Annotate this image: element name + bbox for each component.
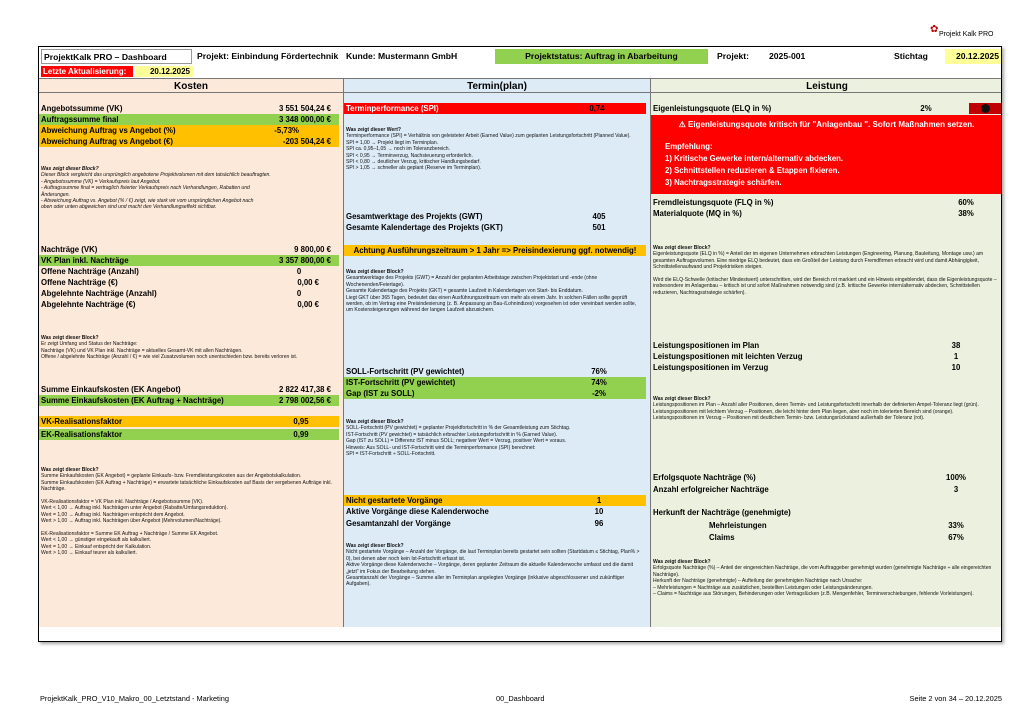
reference-date: 20.12.2025 bbox=[945, 49, 1001, 64]
kpi-value: 74% bbox=[591, 378, 607, 387]
kpi-value: 1 bbox=[953, 352, 959, 361]
leistung-title: Leistung bbox=[650, 78, 1002, 93]
kpi-label: Aktive Vorgänge diese Kalenderwoche bbox=[346, 507, 489, 516]
kpi-soll bbox=[344, 366, 646, 377]
text-line: 2) Schnittstellen reduzieren & Etappen fixieren. bbox=[665, 166, 840, 175]
kpi-value: 3 348 000,00 € bbox=[278, 115, 331, 124]
index-warning: Achtung Ausführungszeitraum > 1 Jahr => Preisindexierung ggf. notwendig! bbox=[344, 245, 646, 256]
kpi-elq bbox=[651, 103, 1002, 114]
kpi-gesamt bbox=[344, 518, 646, 529]
text-line: Aktive Vorgänge diese Kalenderwoche – Vorgänge, deren geplanter Zeitraum die aktuelle Kalenderwoche umfasst und die damit „jetzt“ im Fokus der Bearbeitung stehen. bbox=[346, 562, 634, 575]
text-line: Was zeigt dieser Block? bbox=[653, 245, 711, 251]
kpi-label: Erfolgsquote Nachträge (%) bbox=[653, 473, 756, 482]
text-line: Nicht gestartete Vorgänge – Anzahl der Vorgänge, die laut Terminplan bereits gestartet sein sollten (Startdatum ≤ Stichtag, Plan% > 0), bei denen aber noch kein Ist-Fortschritt erfasst ist. bbox=[346, 549, 640, 562]
kpi-flq bbox=[651, 197, 1002, 208]
kpi-value: 1 bbox=[596, 496, 602, 505]
kpi-label: Offene Nachträge (Anzahl) bbox=[41, 267, 139, 276]
text-line: Er zeigt Umfang und Status der Nachträge: bbox=[41, 341, 138, 348]
kpi-gkt bbox=[344, 222, 646, 233]
kpi-label: SOLL-Fortschritt (PV gewichtet) bbox=[346, 367, 465, 376]
kpi-abgelehnte-anzahl bbox=[39, 288, 339, 299]
kpi-label: VK Plan inkl. Nachträge bbox=[41, 256, 129, 265]
kpi-label: Summe Einkaufskosten (EK Angebot) bbox=[41, 385, 181, 394]
kpi-label: Nachträge (VK) bbox=[41, 245, 98, 254]
text-line: 3) Nachtragsstrategie schärfen. bbox=[665, 178, 782, 187]
status-dot-icon bbox=[981, 104, 990, 113]
kpi-ek-auftrag bbox=[39, 395, 339, 406]
text-line: SPI = 1,00 → Projekt liegt im Terminplan. bbox=[346, 139, 439, 146]
text-line: 1) Kritische Gewerke intern/alternativ abdecken. bbox=[665, 154, 844, 163]
kpi-value: 60% bbox=[958, 198, 974, 207]
kpi-offene-eur bbox=[39, 277, 339, 288]
leistung-explanation-2 bbox=[653, 396, 1000, 422]
kpi-label: Leistungspositionen im Verzug bbox=[653, 363, 769, 372]
kpi-label: Terminperformance (SPI) bbox=[346, 104, 439, 113]
kpi-claims bbox=[651, 532, 1002, 543]
kpi-value: 0,95 bbox=[293, 417, 309, 426]
kosten-explanation-3 bbox=[41, 467, 337, 557]
kpi-value: 2% bbox=[920, 104, 932, 113]
termin-panel bbox=[343, 93, 650, 627]
text-line: Was zeigt dieser Wert? bbox=[346, 127, 401, 133]
kpi-ek-angebot bbox=[39, 384, 339, 395]
brand-name: Projekt Kalk PRO bbox=[939, 31, 994, 38]
text-line: Wert < 1,00 → Auftrag inkl. Nachträgen unter Angebot (Rabatte/Umfangsreduktion). bbox=[41, 505, 228, 512]
text-line: – Claims = Nachträge aus Störungen, Behinderungen oder Vertragslücken (z.B. Mengenfehler, Terminverschiebungen, fehlende Vorleistungen). bbox=[653, 591, 974, 598]
text-line: Gesamtanzahl der Vorgänge – Summe aller im Terminplan angelegten Vorgänge (inklusive abgeschlossener und zukünftiger Aufgaben). bbox=[346, 575, 625, 588]
footer-filename: ProjektKalk_PRO_V10_Makro_00_Letztstand - Marketing bbox=[40, 694, 229, 703]
kpi-auftragssumme bbox=[39, 114, 339, 125]
text-line: Gesamtwerktage des Projekts (GWT) = Anzahl der geplanten Arbeitstage zwischen Projektstart und -ende (ohne Wochenenden/Feiertage). bbox=[346, 275, 598, 288]
kpi-mq bbox=[651, 208, 1002, 219]
kpi-label: Abweichung Auftrag vs Angebot (€) bbox=[41, 137, 173, 146]
warning-icon: ⚠ bbox=[678, 120, 686, 129]
kpi-abweichung-pct bbox=[39, 125, 339, 136]
kpi-value: 3 551 504,24 € bbox=[278, 104, 331, 113]
kpi-value: 0,00 € bbox=[297, 278, 319, 287]
text-line: Dieser Block vergleicht das ursprünglich angebotene Projektvolumen mit dem tatsächlich beauftragten. bbox=[41, 172, 271, 179]
last-update-label: Letzte Aktualisierung: bbox=[41, 66, 133, 77]
kpi-vk-plan bbox=[39, 255, 339, 266]
kpi-value: 0,00 € bbox=[297, 300, 319, 309]
kpi-label: Auftragssumme final bbox=[41, 115, 119, 124]
text-line: Leistungspositionen im Verzug – Positionen mit deutlichem Termin- bzw. Leistungsrückstand außerhalb der Toleranz (rot). bbox=[653, 415, 925, 422]
termin-explanation-2 bbox=[346, 269, 644, 314]
text-line: Herkunft der Nachträge (genehmigte) – Aufteilung der genehmigten Nachträge nach Ursache: bbox=[653, 578, 863, 585]
kpi-label: Gesamte Kalendertage des Projekts (GKT) bbox=[346, 223, 503, 232]
kpi-label: Gap (IST zu SOLL) bbox=[346, 389, 415, 398]
kpi-value: 9 800,00 € bbox=[294, 245, 331, 254]
kpi-value: 501 bbox=[592, 223, 606, 232]
kpi-spi bbox=[344, 103, 646, 114]
text-line: Summe Einkaufskosten (EK Auftrag + Nachträge) = erwartete tatsächliche Einkaufskosten auf Basis der vergebenen Aufträge inkl. Nachträge. bbox=[41, 479, 332, 493]
herkunft-heading bbox=[651, 507, 1002, 518]
text-line: SPI = IST-Fortschritt ÷ SOLL-Fortschritt. bbox=[346, 451, 436, 458]
kpi-value: 405 bbox=[592, 212, 606, 221]
kpi-anzahl-erfolgreich bbox=[651, 484, 1002, 495]
text-line: - Auftragssumme final = vertraglich fixierter Verkaufspreis nach Verhandlungen, Rabatten und bbox=[41, 185, 250, 192]
kpi-label: Eigenleistungsquote (ELQ in %) bbox=[653, 104, 772, 113]
text-line: Was zeigt dieser Block? bbox=[653, 559, 711, 565]
kpi-label: Summe Einkaufskosten (EK Auftrag + Nachträge) bbox=[41, 396, 224, 405]
text-line: Liegt GKT über 365 Tagen, bedeutet das einen Ausführungszeitraum von mehr als einem Jahr. In solchen Fällen sollte geprüft werden, ob im Vertrag eine Preisindexierung (z. B. Anpassung an Bau-/Lohnindizes) vorgesehen ist oder vereinbart werden sollte, um Kostensteigerungen während der langen Laufzeit abzusichern. bbox=[346, 294, 637, 314]
kpi-value: 0,74 bbox=[589, 104, 605, 113]
text-line: Erfolgsquote Nachträge (%) – Anteil der eingereichten Nachträge, die vom Auftraggeber genehmigt wurden (genehmigte Nachträge ÷ alle eingereichten Nachträge). bbox=[653, 565, 992, 578]
kpi-label: Abweichung Auftrag vs Angebot (%) bbox=[41, 126, 176, 135]
kpi-offene-anzahl bbox=[39, 266, 339, 277]
kpi-value: 38 bbox=[951, 341, 961, 350]
brand-logo bbox=[930, 25, 1000, 41]
text-line: Wert > 1,00 → Einkauf teurer als kalkuliert. bbox=[41, 550, 137, 557]
leistung-explanation-3 bbox=[653, 559, 1000, 597]
kpi-value: -203 504,24 € bbox=[282, 137, 331, 146]
kpi-mehrleistungen bbox=[651, 520, 1002, 531]
kpi-nicht-gestartet bbox=[344, 495, 646, 506]
text-line: SPI > 1,05 → schneller als geplant (Reserve im Terminplan). bbox=[346, 165, 482, 172]
last-update-date: 20.12.2025 bbox=[135, 66, 193, 77]
alert-items bbox=[665, 153, 843, 189]
text-line: SPI ca. 0,95–1,05 → noch im Toleranzbereich. bbox=[346, 146, 450, 153]
gear-icon: ✿ bbox=[930, 24, 939, 35]
footer-sheet-name: 00_Dashboard bbox=[496, 694, 545, 703]
kpi-value: 0,99 bbox=[293, 430, 309, 439]
kpi-value: 2 822 417,38 € bbox=[278, 385, 331, 394]
text-line: Gap (IST zu SOLL) = Differenz IST minus SOLL; negativer Wert = Verzug, positiver Wert = voraus. bbox=[346, 438, 567, 445]
text-line: Was zeigt dieser Block? bbox=[41, 335, 99, 341]
kpi-value: -2% bbox=[592, 389, 606, 398]
kpi-label: Gesamtwerktage des Projekts (GWT) bbox=[346, 212, 483, 221]
text-line: Gesamte Kalendertage des Projekts (GKT) = gesamte Laufzeit in Kalendertagen von Start- bis Enddatum. bbox=[346, 288, 583, 295]
project-number: 2025-001 bbox=[769, 51, 806, 61]
kosten-panel bbox=[39, 93, 343, 627]
kpi-erfolgsquote bbox=[651, 472, 1002, 483]
alert-heading bbox=[651, 120, 1002, 129]
text-line: Was zeigt dieser Block? bbox=[41, 467, 99, 473]
text-line: Nachträge (VK) und VK Plan inkl. Nachträge = aktuelles Gesamt-VK mit allen Nachträgen. bbox=[41, 347, 243, 354]
kpi-label: IST-Fortschritt (PV gewichtet) bbox=[346, 378, 456, 387]
kpi-gwt bbox=[344, 211, 646, 222]
text-line: Änderungen. bbox=[41, 191, 70, 198]
kpi-angebotssumme bbox=[39, 103, 339, 114]
kosten-explanation-1 bbox=[41, 166, 337, 211]
customer-name: Kunde: Mustermann GmbH bbox=[346, 51, 458, 61]
text-line: IST-Fortschritt (PV gewichtet) = tatsächlich erbrachter Leistungsfortschritt in % (Earned Value). bbox=[346, 431, 558, 438]
kpi-ek-realisation bbox=[39, 429, 339, 440]
text-line: Was zeigt dieser Block? bbox=[346, 419, 404, 425]
kpi-label: Claims bbox=[709, 533, 735, 542]
kosten-explanation-2 bbox=[41, 335, 337, 361]
text-line: Was zeigt dieser Block? bbox=[346, 269, 404, 275]
kpi-abweichung-eur bbox=[39, 136, 339, 147]
kpi-value: 0 bbox=[296, 267, 302, 276]
text-line: - Angebotssumme (VK) = Verkaufspreis laut Angebot. bbox=[41, 178, 161, 185]
kpi-label: Leistungspositionen im Plan bbox=[653, 341, 760, 350]
text-line: Leistungspositionen im Plan – Anzahl aller Positionen, deren Termin- und Leistungsfortschritt innerhalb der definierten Ampel-Toleranz liegt (grün). bbox=[653, 402, 979, 409]
kpi-value: 0 bbox=[296, 289, 302, 298]
kpi-abgelehnte-eur bbox=[39, 299, 339, 310]
text-line: Was zeigt dieser Block? bbox=[346, 543, 404, 549]
kpi-value: 3 bbox=[953, 485, 959, 494]
kpi-label: EK-Realisationsfaktor bbox=[41, 430, 123, 439]
text-line: Terminperformance (SPI) = Verhältnis von geleisteter Arbeit (Earned Value) zum geplanten Leistungsfortschritt (Planned Value). bbox=[346, 133, 631, 140]
text-line: SPI < 0,95 → Terminverzug, Nachsteuerung erforderlich. bbox=[346, 152, 473, 159]
kpi-ist bbox=[344, 377, 646, 388]
text-line: Was zeigt dieser Block? bbox=[41, 166, 99, 172]
kpi-value: 2 798 002,56 € bbox=[278, 396, 331, 405]
kpi-im-plan bbox=[651, 340, 1002, 351]
kpi-value: 67% bbox=[948, 533, 964, 542]
text-line: Leistungspositionen mit leichtem Verzug – Positionen, die leicht hinter dem Plan liegen, aber noch im tolerierten Bereich sind (orange). bbox=[653, 408, 954, 415]
termin-title: Termin(plan) bbox=[343, 78, 650, 93]
kpi-label: Herkunft der Nachträge (genehmigte) bbox=[653, 508, 791, 517]
kpi-vk-realisation bbox=[39, 416, 339, 427]
kpi-label: Leistungspositionen mit leichten Verzug bbox=[653, 352, 803, 361]
kpi-nachtraege bbox=[39, 244, 339, 255]
kpi-gap bbox=[344, 388, 646, 399]
termin-explanation-1 bbox=[346, 127, 644, 172]
date-label: Stichtag bbox=[894, 51, 928, 61]
kpi-value: 10 bbox=[594, 507, 604, 516]
text-line: Wert < 1,00 → günstiger eingekauft als kalkuliert. bbox=[41, 537, 152, 544]
text-line: Wird die ELQ-Schwelle (kritischer Mindestwert) unterschritten, wird der Bereich rot markiert und ein Hinweis eingeblendet, dass die Eigenleistungsquote – insbesondere im Anlagenbau – kritisch ist und sofort Maßnahmen notwendig sind (z.B. kritische Gewerke intern/alternativ abdecken, Schnittstellen reduzieren, Nachtragsstrategie schärfen). bbox=[653, 277, 997, 296]
app-title: ProjektKalk PRO – Dashboard bbox=[41, 49, 192, 64]
text-line: Wert = 1,00 → Einkauf entspricht der Kalkulation. bbox=[41, 543, 152, 550]
text-line: EK-Realisationsfaktor = Summe EK Auftrag + Nachträge / Summe EK Angebot. bbox=[41, 531, 219, 538]
kpi-value: 10 bbox=[951, 363, 961, 372]
termin-explanation-4 bbox=[346, 543, 644, 588]
kpi-value: 76% bbox=[591, 367, 607, 376]
kpi-label: Abgelehnte Nachträge (Anzahl) bbox=[41, 289, 157, 298]
text-line: oben oder unten abgewichen sind und macht den Verhandlungseffekt sichtbar. bbox=[41, 204, 217, 211]
kpi-label: Gesamtanzahl der Vorgänge bbox=[346, 519, 451, 528]
termin-explanation-3 bbox=[346, 419, 644, 457]
project-status: Projektstatus: Auftrag in Abarbeitung bbox=[495, 49, 708, 64]
kpi-im-verzug bbox=[651, 362, 1002, 373]
kpi-value: -5,73% bbox=[274, 126, 299, 135]
kpi-label: Anzahl erfolgreicher Nachträge bbox=[653, 485, 769, 494]
kpi-label: Mehrleistungen bbox=[709, 521, 767, 530]
kpi-value: 100% bbox=[946, 473, 966, 482]
kpi-value: 96 bbox=[594, 519, 604, 528]
text-line: Offene / abgelehnte Nachträge (Anzahl / €) = wie viel Zusatzvolumen noch unentschieden bzw. bereits verloren ist. bbox=[41, 354, 298, 361]
text-line: VK-Realisationsfaktor = VK Plan inkl. Nachträge / Angebotssumme (VK). bbox=[41, 499, 204, 506]
alert-title: Eigenleistungsquote kritisch für "Anlagenbau ". Sofort Maßnahmen setzen. bbox=[688, 120, 975, 129]
text-line: - Abweichung Auftrag vs. Angebot (% / €) zeigt, wie stark wir vom ursprünglichen Angebot nach bbox=[41, 198, 254, 205]
kosten-title: Kosten bbox=[39, 78, 343, 93]
alert-recommendation: Empfehlung: bbox=[665, 142, 713, 151]
leistung-panel bbox=[650, 93, 1002, 627]
leistung-explanation-1 bbox=[653, 245, 1000, 296]
elq-status-cell bbox=[969, 103, 1002, 114]
text-line: Hinweis: Aus SOLL- und IST-Fortschritt wird die Terminperformance (SPI) berechnet: bbox=[346, 444, 536, 451]
text-line: Eigenleistungsquote (ELQ in %) = Anteil der im eigenen Unternehmen erbrachten Leistungen (Engineering, Planung, Bauleitung, Montage usw.) am gesamten Auftragsvolumen. Eine niedrige ELQ bedeutet, dass ein Großteil der Leistung durch Fremdfirmen erbracht wird und damit Abhängigkeit, Schnittstellenaufwand und Projektrisiken steigen. bbox=[653, 251, 984, 271]
project-number-label: Projekt: bbox=[717, 51, 749, 61]
kpi-label: Materialquote (MQ in %) bbox=[653, 209, 742, 218]
text-line: Summe Einkaufskosten (EK Angebot) = geplante Einkaufs- bzw. Fremdleistungskosten aus der Angebotskalkulation. bbox=[41, 473, 302, 480]
kpi-label: Fremdleistungsquote (FLQ in %) bbox=[653, 198, 774, 207]
text-line: SOLL-Fortschritt (PV gewichtet) = geplanter Projektfortschritt in % der Gesamtleistung zum Stichtag. bbox=[346, 425, 571, 432]
text-line: SPI < 0,80 → deutlicher Verzug, kritischer Handlungsbedarf. bbox=[346, 159, 481, 166]
kpi-label: Abgelehnte Nachträge (€) bbox=[41, 300, 136, 309]
kpi-aktive bbox=[344, 506, 646, 517]
kpi-value: 3 357 800,00 € bbox=[278, 256, 331, 265]
kpi-label: Offene Nachträge (€) bbox=[41, 278, 118, 287]
text-line: Wert = 1,00 → Auftrag inkl. Nachträgen entspricht dem Angebot. bbox=[41, 511, 185, 518]
kpi-label: Nicht gestartete Vorgänge bbox=[346, 496, 443, 505]
elq-alert-box bbox=[651, 115, 1002, 194]
footer-page-info: Seite 2 von 34 – 20.12.2025 bbox=[909, 694, 1002, 703]
text-line: Was zeigt dieser Block? bbox=[653, 396, 711, 402]
kpi-leichter-verzug bbox=[651, 351, 1002, 362]
kpi-label: VK-Realisationsfaktor bbox=[41, 417, 123, 426]
kpi-value: 38% bbox=[958, 209, 974, 218]
dashboard-sheet bbox=[38, 46, 1002, 642]
kpi-value: 33% bbox=[948, 521, 964, 530]
text-line: – Mehrleistungen = Nachträge aus zusätzlichen, bestellten Leistungen oder Leistungsänderungen. bbox=[653, 584, 873, 591]
kpi-label: Angebotssumme (VK) bbox=[41, 104, 123, 113]
project-name: Projekt: Einbindung Fördertechnik bbox=[197, 51, 339, 61]
text-line: Wert > 1,00 → Auftrag inkl. Nachträgen über Angebot (Mehrvolumen/Nachträge). bbox=[41, 518, 222, 525]
